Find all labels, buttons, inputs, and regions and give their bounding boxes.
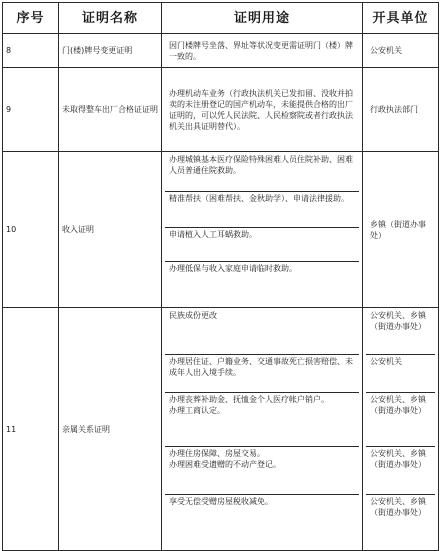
issuing-unit bbox=[363, 68, 439, 152]
issuing-unit bbox=[363, 308, 439, 551]
unit-item: 公安机关、乡镇（街道办事处） bbox=[366, 447, 435, 495]
certificate-use bbox=[162, 68, 363, 152]
certificate-table bbox=[2, 2, 439, 551]
use-item: 享受无偿受赠房屋税收减免。 bbox=[169, 497, 273, 506]
certificate-name: 门(楼)牌号变更证明 bbox=[59, 34, 162, 68]
use-item: 办理居住证、户籍业务、交通事故死亡损害赔偿、未成年人出入境手续。 bbox=[165, 355, 359, 393]
certificate-use bbox=[162, 152, 363, 308]
serial-number: 11 bbox=[3, 308, 59, 551]
table-row bbox=[3, 308, 439, 551]
issuing-unit bbox=[363, 152, 439, 308]
header-certificate-name: 证明名称 bbox=[59, 3, 162, 34]
unit-item: 乡镇（街道办事处） bbox=[370, 219, 426, 240]
header-row bbox=[3, 3, 439, 34]
certificate-name: 亲属关系证明 bbox=[59, 308, 162, 551]
use-item: 办理低保与收入家庭申请临时救助。 bbox=[169, 264, 297, 273]
table-row bbox=[3, 34, 439, 68]
use-item: 申请植入人工耳蜗救助。 bbox=[165, 228, 359, 262]
unit-item: 公安机关 bbox=[366, 355, 435, 393]
certificate-use bbox=[162, 308, 363, 551]
certificate-name: 收入证明 bbox=[59, 152, 162, 308]
use-item: 因门楼牌号坐落、界址等状况变更需证明门（楼）牌一致的。 bbox=[169, 40, 353, 61]
use-item: 办理丧葬补助金、抚恤金个人医疗帐户销户。 办理工商认定。 bbox=[165, 393, 359, 447]
unit-item: 公安机关、乡镇（街道办事处） bbox=[370, 497, 426, 517]
unit-item: 公安机关、乡镇（街道办事处） bbox=[366, 393, 435, 447]
use-item: 民族成份更改 bbox=[165, 309, 359, 355]
serial-number: 10 bbox=[3, 152, 59, 308]
use-item: 办理住房保障、房屋交易。 办理困难受遗赠的不动产登记。 bbox=[165, 447, 359, 495]
unit-item: 公安机关、乡镇（街道办事处） bbox=[366, 309, 435, 355]
serial-number: 8 bbox=[3, 34, 59, 68]
use-item: 精准帮扶（困难帮扶、金秋助学）、申请法律援助。 bbox=[165, 192, 359, 228]
table-row bbox=[3, 68, 439, 152]
unit-item: 行政执法部门 bbox=[370, 105, 418, 114]
header-issuing-unit: 开具单位 bbox=[363, 3, 439, 34]
certificate-name: 未取得整车出厂合格证证明 bbox=[59, 68, 162, 152]
use-item: 办理城镇基本医疗保险特殊困难人员住院补助、困难人员普通住院救助。 bbox=[165, 153, 359, 192]
header-certificate-use: 证明用途 bbox=[162, 3, 363, 34]
serial-number: 9 bbox=[3, 68, 59, 152]
use-item: 办理机动车业务（行政执法机关已发扣留、没收并拍卖的未注册登记的国产机动车，未能提供合格的出厂证明的，可以凭人民法院、人民检察院或者行政执法机关出具证明替代）。 bbox=[169, 88, 353, 131]
issuing-unit bbox=[363, 34, 439, 68]
header-serial-number: 序号 bbox=[3, 3, 59, 34]
certificate-use bbox=[162, 34, 363, 68]
table-row bbox=[3, 152, 439, 308]
unit-item: 公安机关 bbox=[370, 46, 402, 55]
